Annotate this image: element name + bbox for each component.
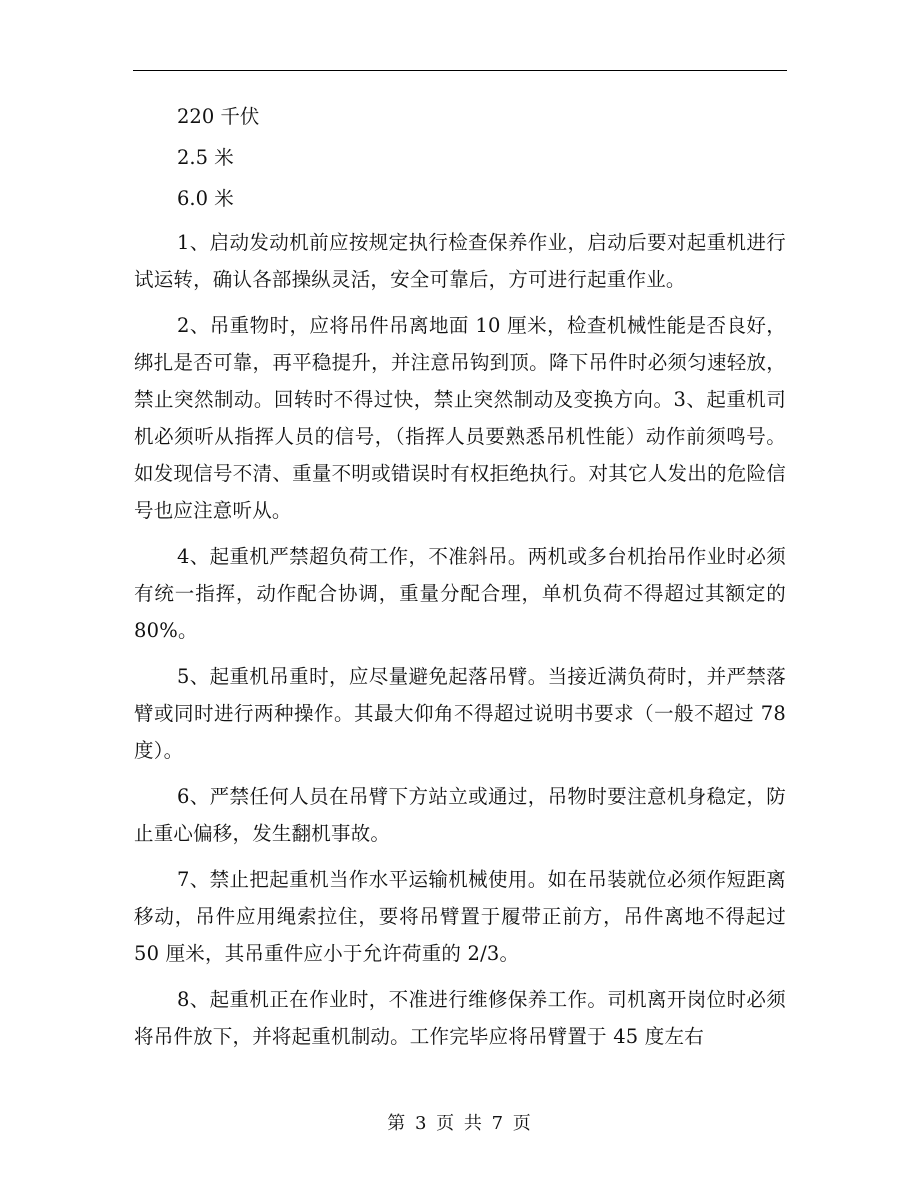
- spec-line: 6.0 米: [177, 187, 234, 210]
- document-body: [134, 101, 786, 1064]
- paragraph-5: 5、起重机吊重时，应尽量避免起落吊臂。当接近满负荷时，并严禁落臂或同时进行两种操作。其最大仰角不得超过说明书要求（一般不超过 78 度）。: [134, 665, 786, 762]
- spec-line: 2.5 米: [177, 146, 234, 169]
- paragraph-4: 4、起重机严禁超负荷工作，不准斜吊。两机或多台机抬吊作业时必须有统一指挥，动作配合协调，重量分配合理，单机负荷不得超过其额定的 80%。: [134, 545, 786, 642]
- paragraph-8: 8、起重机正在作业时，不准进行维修保养工作。司机离开岗位时必须将吊件放下，并将起重机制动。工作完毕应将吊臂置于 45 度左右: [134, 988, 786, 1048]
- header-rule: [133, 70, 787, 71]
- spec-line: 220 千伏: [177, 105, 260, 128]
- paragraph-1: 1、启动发动机前应按规定执行检查保养作业，启动后要对起重机进行试运转，确认各部操纵灵活，安全可靠后，方可进行起重作业。: [134, 231, 786, 291]
- paragraph-2: 2、吊重物时，应将吊件吊离地面 10 厘米，检查机械性能是否良好，绑扎是否可靠，再平稳提升，并注意吊钩到顶。降下吊件时必须匀速轻放，禁止突然制动。回转时不得过快，禁止突然制动及变换方向。3、起重机司机必须听从指挥人员的信号，（指挥人员要熟悉吊机性能）动作前须鸣号。如发现信号不清、重量不明或错误时有权拒绝执行。对其它人发出的危险信号也应注意听从。: [134, 314, 786, 522]
- paragraph-7: 7、禁止把起重机当作水平运输机械使用。如在吊装就位必须作短距离移动，吊件应用绳索拉住，要将吊臂置于履带正前方，吊件离地不得起过 50 厘米，其吊重件应小于允许荷重的 2/3。: [134, 868, 786, 965]
- paragraph-6: 6、严禁任何人员在吊臂下方站立或通过，吊物时要注意机身稳定，防止重心偏移，发生翻机事故。: [134, 785, 786, 845]
- page-number: 第 3 页 共 7 页: [387, 1113, 533, 1134]
